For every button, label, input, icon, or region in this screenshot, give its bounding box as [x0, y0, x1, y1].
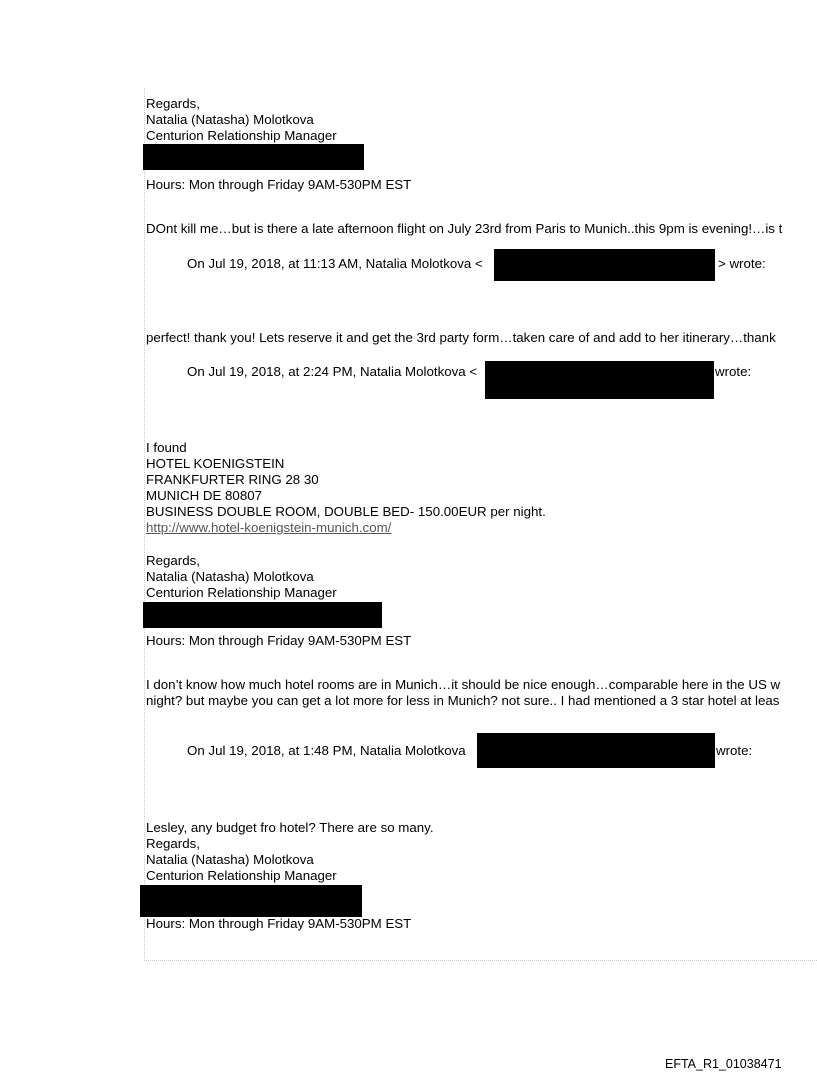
bates-number: EFTA_R1_01038471: [665, 1057, 782, 1071]
signature-hours: Hours: Mon through Friday 9AM-530PM EST: [146, 177, 412, 192]
signature-regards: Regards,: [146, 553, 200, 568]
hotel-website-link[interactable]: http://www.hotel-koenigstein-munich.com/: [146, 520, 392, 535]
signature-regards: Regards,: [146, 96, 200, 111]
quote-header-suffix: > wrote:: [718, 256, 766, 271]
signature-name: Natalia (Natasha) Molotkova: [146, 852, 314, 867]
hotel-intro: I found: [146, 440, 187, 455]
redaction-box: [143, 144, 364, 170]
signature-name: Natalia (Natasha) Molotkova: [146, 112, 314, 127]
redaction-box: [477, 733, 715, 768]
quote-header-prefix: On Jul 19, 2018, at 11:13 AM, Natalia Molotkova <: [187, 256, 483, 271]
signature-title: Centurion Relationship Manager: [146, 128, 337, 143]
redaction-box: [140, 885, 362, 917]
redaction-box: [143, 602, 382, 628]
message-text-line: I don’t know how much hotel rooms are in Munich…it should be nice enough…comparable here in the US w: [146, 677, 781, 692]
hotel-name: HOTEL KOENIGSTEIN: [146, 456, 285, 471]
redaction-box: [494, 249, 715, 281]
signature-name: Natalia (Natasha) Molotkova: [146, 569, 314, 584]
quote-header-suffix: wrote:: [715, 364, 752, 379]
message-text-line: night? but maybe you can get a lot more for less in Munich? not sure.. I had mentioned a 3 star hotel at leas: [146, 693, 780, 708]
message-text: perfect! thank you! Lets reserve it and get the 3rd party form…taken care of and add to her itinerary…thank: [146, 330, 776, 345]
signature-title: Centurion Relationship Manager: [146, 868, 337, 883]
hotel-city: MUNICH DE 80807: [146, 488, 263, 503]
hotel-room-rate: BUSINESS DOUBLE ROOM, DOUBLE BED- 150.00EUR per night.: [146, 504, 546, 519]
signature-hours: Hours: Mon through Friday 9AM-530PM EST: [146, 916, 412, 931]
hotel-street: FRANKFURTER RING 28 30: [146, 472, 319, 487]
redaction-box: [485, 361, 714, 399]
quote-header-prefix: On Jul 19, 2018, at 1:48 PM, Natalia Molotkova: [187, 743, 466, 758]
quote-header-prefix: On Jul 19, 2018, at 2:24 PM, Natalia Molotkova <: [187, 364, 478, 379]
message-text: DOnt kill me…but is there a late afternoon flight on July 23rd from Paris to Munich..this 9pm is evening!…is t: [146, 221, 783, 236]
signature-hours: Hours: Mon through Friday 9AM-530PM EST: [146, 633, 412, 648]
quote-header-suffix: wrote:: [716, 743, 753, 758]
signature-regards: Regards,: [146, 836, 200, 851]
signature-title: Centurion Relationship Manager: [146, 585, 337, 600]
message-text: Lesley, any budget fro hotel? There are so many.: [146, 820, 434, 835]
